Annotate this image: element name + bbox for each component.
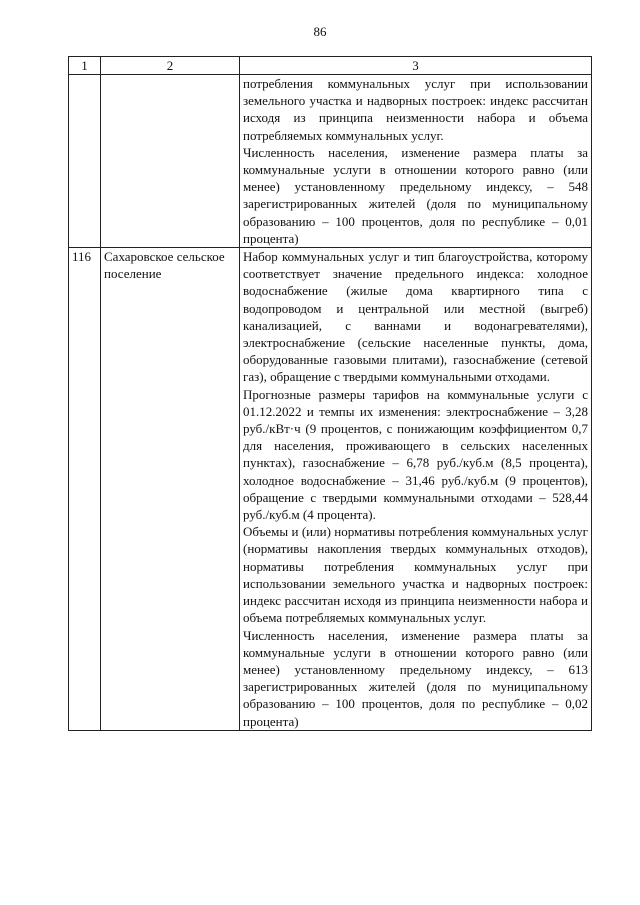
description-cell — [240, 248, 592, 731]
table-row — [69, 75, 592, 248]
municipality-name-cell — [101, 75, 240, 248]
table-row — [69, 248, 592, 731]
table-header-row — [69, 57, 592, 75]
column-header-1: 1 — [69, 57, 101, 75]
page-number: 86 — [313, 24, 327, 39]
description-paragraph: Численность населения, изменение размера платы за коммунальные услуги в отношении которого равно (или менее) установленному предельному индексу, – 613 зарегистрированных жителей (доля по муниципальному образованию – 100 процентов, доля по республике – 0,02 процента) — [243, 627, 588, 729]
column-header-2: 2 — [101, 57, 240, 75]
description-paragraph: потребления коммунальных услуг при использовании земельного участка и надворных построек: индекс рассчитан исходя из принципа неизменности набора и объема потребляемых коммунальных услуг. — [243, 76, 588, 143]
description-cell — [240, 75, 592, 248]
description-paragraph: Объемы и (или) нормативы потребления коммунальных услуг (нормативы накопления твердых коммунальных отходов), нормативы потребления коммунальных услуг при использовании земельного участка и надворных построек: индекс рассчитан исходя из принципа неизменности набора и объема потребляемых коммунальных услуг. — [243, 524, 588, 626]
description-paragraph: Численность населения, изменение размера платы за коммунальные услуги в отношении которого равно (или менее) установленному предельному индексу, – 548 зарегистрированных жителей (доля по муниципальному образованию – 100 процентов, доля по республике – 0,01 процента) — [243, 144, 588, 246]
row-number-cell — [69, 75, 101, 248]
description-paragraph: Прогнозные размеры тарифов на коммунальные услуги с 01.12.2022 и темпы их изменения: электроснабжение – 3,28 руб./кВт·ч (9 процентов, с понижающим коэффициентом 0,7 для населения, проживающего в сельских населенных пунктах), газоснабжение – 6,78 руб./куб.м (8,5 процента), холодное водоснабжение – 31,46 руб./куб.м (9 процентов), обращение с твердыми коммунальными отходами – 528,44 руб./куб.м (4 процента). — [243, 386, 588, 523]
row-number-cell: 116 — [69, 248, 101, 731]
data-table — [68, 56, 592, 731]
municipality-name-cell: Сахаровское сельское поселение — [101, 248, 240, 731]
column-header-3: 3 — [240, 57, 592, 75]
description-paragraph: Набор коммунальных услуг и тип благоустройства, которому соответствует значение предельного индекса: холодное водоснабжение (жилые дома квартирного типа с водопроводом и центральной или местной (выгреб) канализацией, с ваннами и водонагревателями), электроснабжение (сельские населенные пункты, дома, оборудованные газовыми плитами), газоснабжение (сетевой газ), обращение с твердыми коммунальными отходами. — [243, 249, 588, 385]
